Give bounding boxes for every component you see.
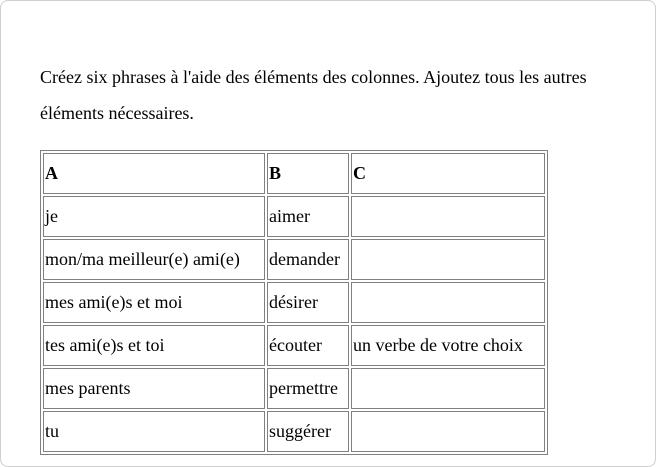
table-row	[43, 325, 545, 366]
table-cell-a: mes parents	[43, 368, 265, 409]
column-header-b: B	[267, 153, 349, 194]
column-header-a: A	[43, 153, 265, 194]
table-cell-c	[351, 411, 545, 452]
table-cell-c	[351, 282, 545, 323]
table-cell-a: tes ami(e)s et toi	[43, 325, 265, 366]
table-cell-b: écouter	[267, 325, 349, 366]
table-cell-b: désirer	[267, 282, 349, 323]
table-cell-a: tu	[43, 411, 265, 452]
table-cell-a: mes ami(e)s et moi	[43, 282, 265, 323]
vocabulary-table	[40, 150, 548, 455]
column-header-c: C	[351, 153, 545, 194]
table-row	[43, 196, 545, 237]
table-cell-b: permettre	[267, 368, 349, 409]
table-row	[43, 239, 545, 280]
table-cell-b: demander	[267, 239, 349, 280]
table-row	[43, 368, 545, 409]
table-cell-c	[351, 196, 545, 237]
table-cell-c: un verbe de votre choix	[351, 325, 545, 366]
table-row	[43, 411, 545, 452]
table-cell-a: mon/ma meilleur(e) ami(e)	[43, 239, 265, 280]
table-cell-c	[351, 368, 545, 409]
table-cell-b: suggérer	[267, 411, 349, 452]
table-header-row	[43, 153, 545, 194]
table-cell-a: je	[43, 196, 265, 237]
table-row	[43, 282, 545, 323]
instructions-text: Créez six phrases à l'aide des éléments des colonnes. Ajoutez tous les autres éléments nécessaires.	[40, 67, 587, 123]
table-cell-c	[351, 239, 545, 280]
table-cell-b: aimer	[267, 196, 349, 237]
